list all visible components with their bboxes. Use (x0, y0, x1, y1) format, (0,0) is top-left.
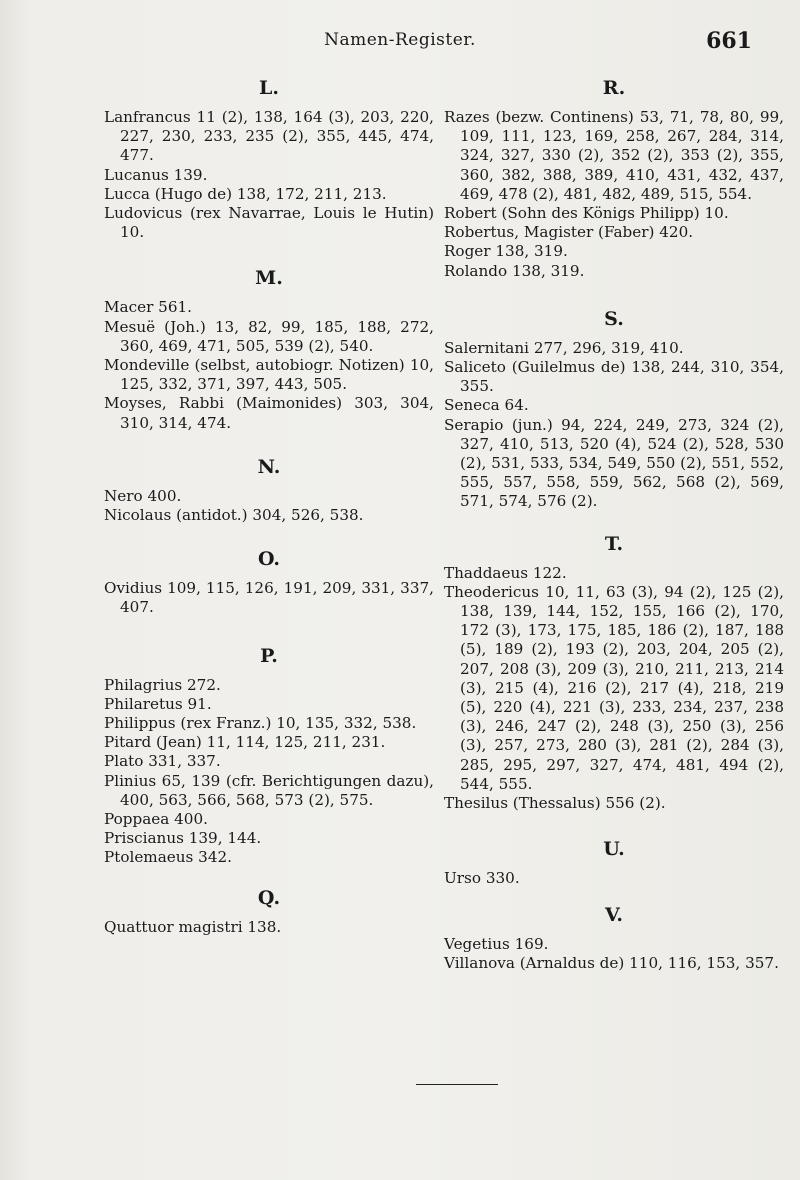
index-entry: Lucca (Hugo de) 138, 172, 211, 213. (104, 184, 387, 203)
index-section (104, 455, 434, 525)
index-entry: Villanova (Arnaldus de) 110, 116, 153, 357. (444, 953, 779, 972)
index-entry: Plinius 65, 139 (cfr. Berichtigungen dazu), 400, 563, 566, 568, 573 (2), 575. (104, 771, 434, 809)
index-entry: Thesilus (Thessalus) 556 (2). (444, 794, 666, 813)
section-letter-heading: N. (257, 455, 281, 478)
index-entry: Plato 331, 337. (104, 752, 221, 771)
section-letter-heading: O. (257, 548, 281, 571)
index-entry: Ovidius 109, 115, 126, 191, 209, 331, 337, 407. (104, 579, 434, 617)
page-number: 661 (706, 28, 752, 54)
section-letter-heading: T. (604, 532, 624, 555)
index-entry: Philagrius 272. (104, 675, 221, 694)
running-header-title: Namen-Register. (324, 30, 476, 50)
index-entry: Vegetius 169. (444, 934, 549, 953)
section-letter-heading: M. (255, 267, 283, 290)
index-entry: Serapio (jun.) 94, 224, 249, 273, 324 (2), 327, 410, 513, 520 (4), 524 (2), 528, 530 (2), 531, 533, 534, 549, 550 (2), 551, 552, 555, 557, 558, 559, 562, 568 (2), 569, 571, 574, 576 (2). (444, 415, 784, 511)
index-entry: Robertus, Magister (Faber) 420. (444, 223, 694, 242)
index-entry: Ptolemaeus 342. (104, 848, 232, 867)
index-entry: Mondeville (selbst, autobiogr. Notizen) 10, 125, 332, 371, 397, 443, 505. (104, 356, 434, 394)
right-column (444, 76, 784, 973)
index-section (104, 266, 434, 432)
index-entry: Nero 400. (104, 486, 182, 505)
index-entry: Mesuë (Joh.) 13, 82, 99, 185, 188, 272, 360, 469, 471, 505, 539 (2), 540. (104, 317, 434, 355)
index-entry: Pitard (Jean) 11, 114, 125, 211, 231. (104, 733, 386, 752)
index-section (104, 76, 434, 242)
index-entry: Urso 330. (444, 869, 520, 888)
section-letter-heading: L. (259, 77, 279, 99)
section-letter-heading: U. (603, 838, 625, 861)
index-entry: Philippus (rex Franz.) 10, 135, 332, 538. (104, 714, 417, 733)
index-entry: Lanfrancus 11 (2), 138, 164 (3), 203, 220, 227, 230, 233, 235 (2), 355, 445, 474, 477. (104, 108, 434, 165)
index-entry: Razes (bezw. Continens) 53, 71, 78, 80, 99, 109, 111, 123, 169, 258, 267, 284, 314, 324, 327, 330 (2), 352 (2), 353 (2), 355, 360, 382, 388, 389, 410, 431, 432, 437, 469, 478 (2), 481, 482, 489, 515, 554. (444, 108, 784, 203)
index-section (444, 76, 784, 281)
left-column (104, 76, 434, 937)
section-letter-heading: R. (602, 77, 626, 99)
index-entry: Theodericus 10, 11, 63 (3), 94 (2), 125 (2), 138, 139, 144, 152, 155, 166 (2), 170, 172 (3), 173, 175, 185, 186 (2), 187, 188 (5), 189 (2), 193 (2), 203, 204, 205 (2), 207, 208 (3), 209 (3), 210, 211, 213, 214 (3), 215 (4), 216 (2), 217 (4), 218, 219 (5), 220 (4), 221 (3), 233, 234, 237, 238 (3), 246, 247 (2), 248 (3), 250 (3), 256 (3), 257, 273, 280 (3), 281 (2), 284 (3), 285, 295, 297, 327, 474, 481, 494 (2), 544, 555. (444, 582, 784, 793)
index-entry: Seneca 64. (444, 396, 529, 415)
index-entry: Thaddaeus 122. (444, 563, 567, 582)
index-section (104, 547, 434, 617)
index-entry: Lucanus 139. (104, 165, 208, 184)
index-section (104, 644, 434, 868)
section-letter-heading: Q. (257, 886, 281, 909)
index-section (104, 886, 434, 937)
index-entry: Quattuor magistri 138. (104, 917, 282, 936)
section-letter-heading: P. (260, 644, 278, 667)
index-section (444, 307, 784, 512)
index-entry: Saliceto (Guilelmus de) 138, 244, 310, 354, 355. (444, 358, 784, 396)
index-entry: Robert (Sohn des Königs Philipp) 10. (444, 204, 729, 223)
index-section (444, 532, 784, 814)
index-section (444, 837, 784, 888)
index-entry: Priscianus 139, 144. (104, 829, 262, 848)
index-entry: Rolando 138, 319. (444, 261, 585, 280)
index-entry: Salernitani 277, 296, 319, 410. (444, 338, 684, 357)
index-entry: Roger 138, 319. (444, 242, 568, 261)
index-entry: Poppaea 400. (104, 810, 208, 829)
section-letter-heading: V. (604, 903, 624, 926)
index-entry: Philaretus 91. (104, 694, 212, 713)
index-section (444, 903, 784, 973)
section-letter-heading: S. (604, 307, 624, 330)
index-entry: Ludovicus (rex Navarrae, Louis le Hutin) 10. (104, 204, 434, 242)
closing-rule (416, 1084, 498, 1085)
index-entry: Macer 561. (104, 298, 193, 317)
index-entry: Nicolaus (antidot.) 304, 526, 538. (104, 506, 364, 525)
index-entry: Moyses, Rabbi (Maimonides) 303, 304, 310, 314, 474. (104, 394, 434, 432)
